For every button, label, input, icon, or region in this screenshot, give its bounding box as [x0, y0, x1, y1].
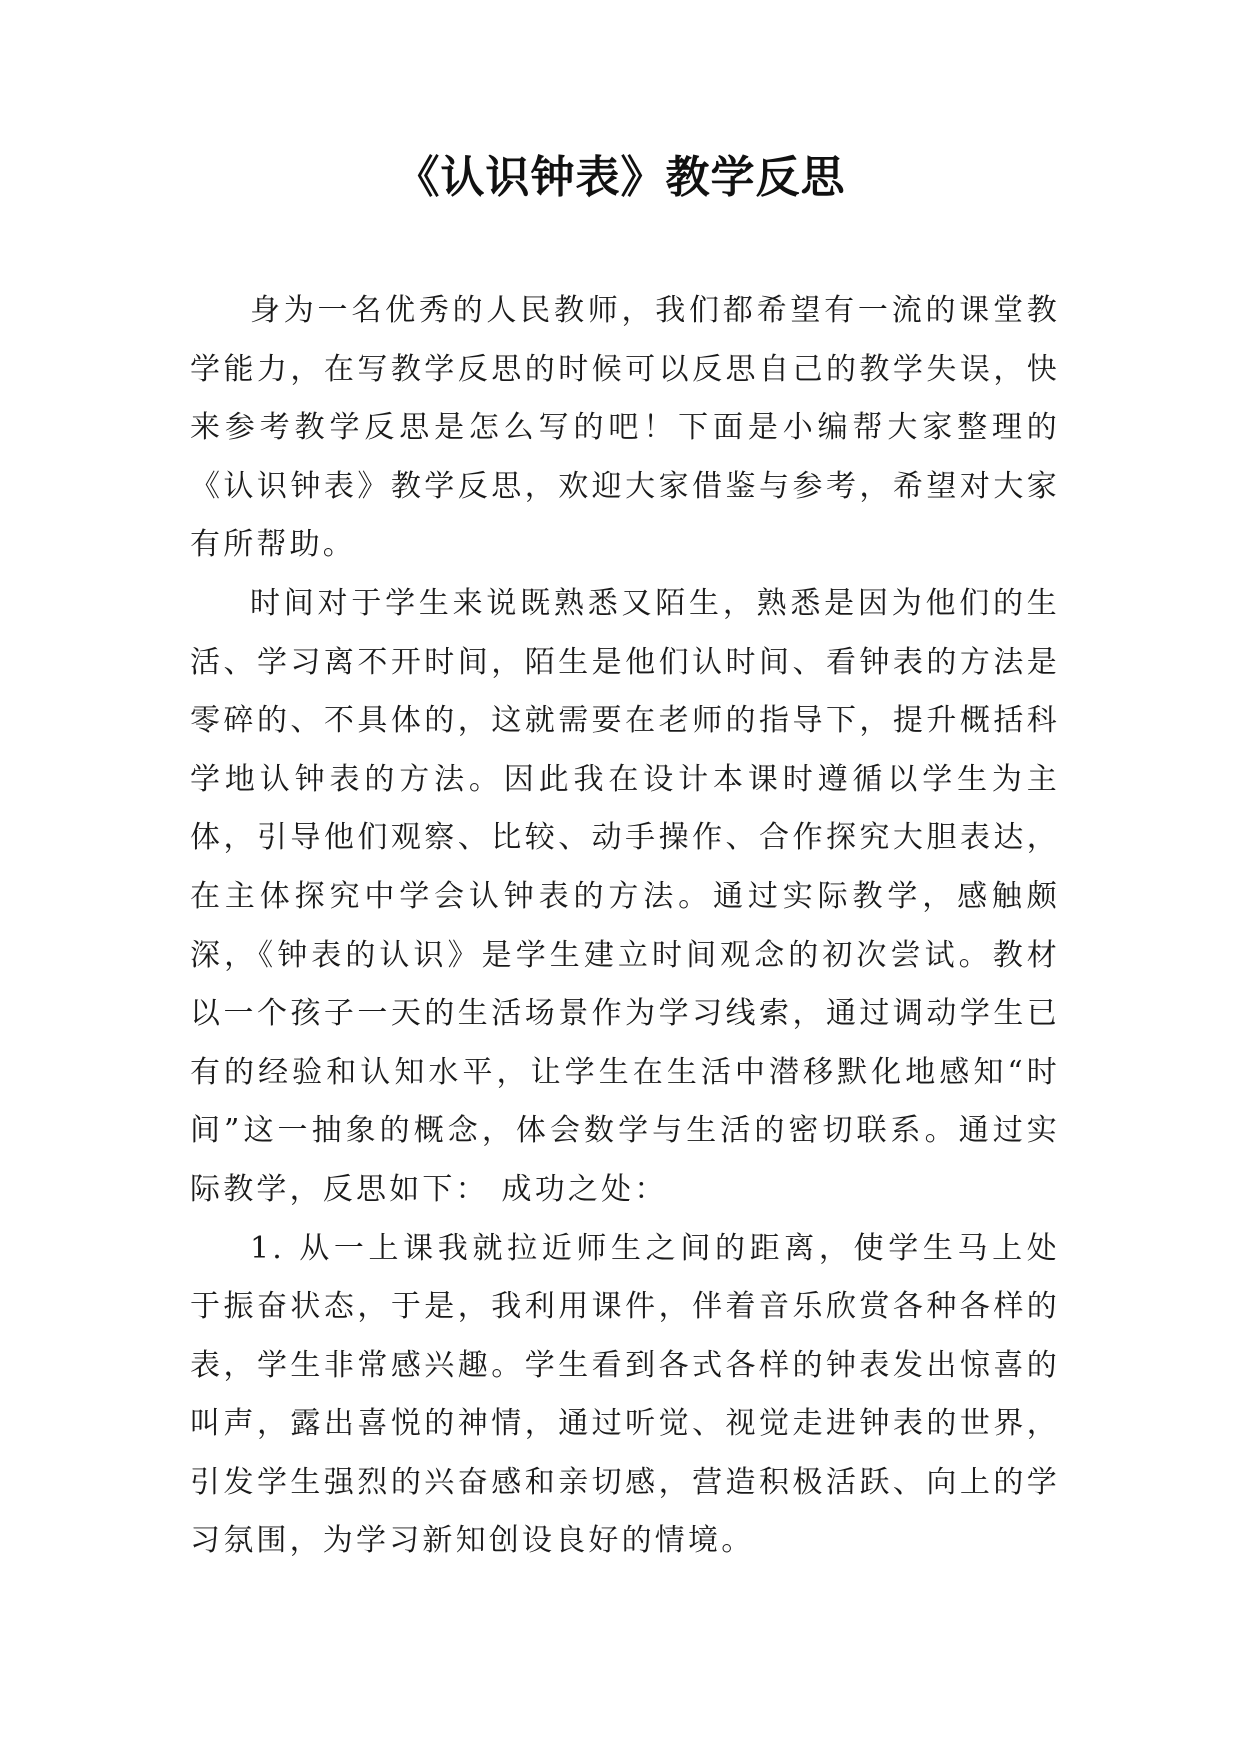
paragraph-point-1: 1. 从一上课我就拉近师生之间的距离，使学生马上处于振奋状态，于是，我利用课件，伴着音乐欣赏各种各样的表，学生非常感兴趣。学生看到各式各样的钟表发出惊喜的叫声，露出喜悦的神情，通过听觉、视觉走进钟表的世界，引发学生强烈的兴奋感和亲切感，营造积极活跃、向上的学习氛围，为学习新知创设良好的情境。: [190, 1230, 1060, 1559]
document-title: 《认识钟表》教学反思: [395, 152, 846, 203]
paragraph-intro: 身为一名优秀的人民教师，我们都希望有一流的课堂教学能力，在写教学反思的时候可以反思自己的教学失误，快来参考教学反思是怎么写的吧！下面是小编帮大家整理的《认识钟表》教学反思，欢迎大家借鉴与参考，希望对大家有所帮助。: [190, 293, 1060, 563]
paragraph-reflection: 时间对于学生来说既熟悉又陌生，熟悉是因为他们的生活、学习离不开时间，陌生是他们认时间、看钟表的方法是零碎的、不具体的，这就需要在老师的指导下，提升概括科学地认钟表的方法。因此我在设计本课时遵循以学生为主体，引导他们观察、比较、动手操作、合作探究大胆表达，在主体探究中学会认钟表的方法。通过实际教学，感触颇深，《钟表的认识》是学生建立时间观念的初次尝试。教材以一个孩子一天的生活场景作为学习线索，通过调动学生已有的经验和认知水平，让学生在生活中潜移默化地感知“时间”这一抽象的概念，体会数学与生活的密切联系。通过实际教学，反思如下： 成功之处：: [190, 585, 1060, 1207]
document-body: [190, 282, 1060, 1571]
